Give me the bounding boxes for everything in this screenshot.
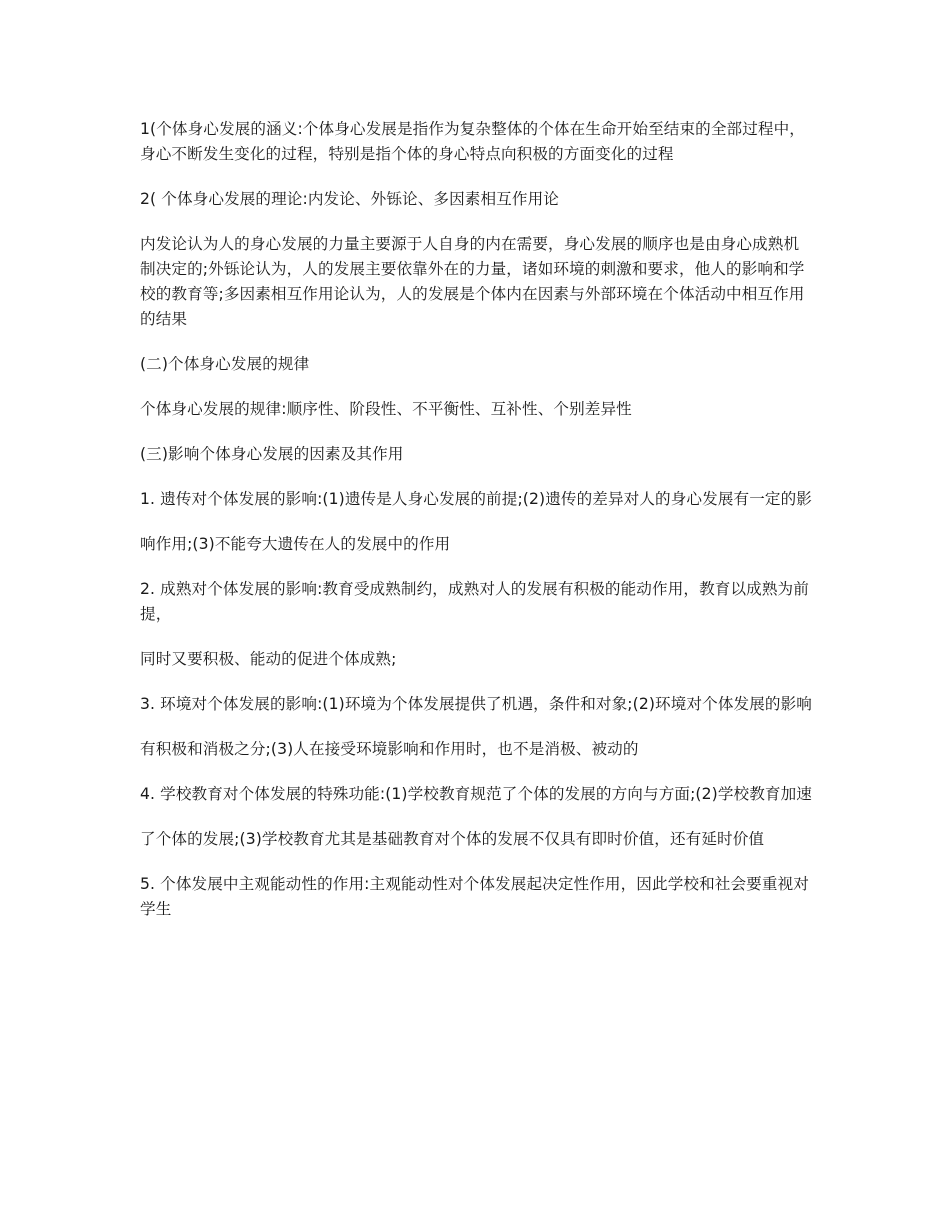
section-heading-factors: (三)影响个体身心发展的因素及其作用 [140, 445, 404, 463]
paragraph-theories: 2( 个体身心发展的理论:内发论、外铄论、多因素相互作用论 [140, 190, 559, 208]
paragraph-laws: 个体身心发展的规律:顺序性、阶段性、不平衡性、互补性、个别差异性 [140, 400, 632, 418]
paragraph-heredity-cont: 响作用;(3)不能夸大遗传在人的发展中的作用 [140, 535, 451, 553]
paragraph-maturity: 2. 成熟对个体发展的影响:教育受成熟制约，成熟对人的发展有积极的能动作用，教育以成熟为前提， [140, 580, 809, 623]
document-body [140, 117, 812, 942]
paragraph-subjective-initiative: 5. 个体发展中主观能动性的作用:主观能动性对个体发展起决定性作用，因此学校和社会要重视对学生 [140, 875, 809, 918]
paragraph-school-education-cont: 了个体的发展;(3)学校教育尤其是基础教育对个体的发展不仅具有即时价值，还有延时价值 [140, 830, 765, 848]
paragraph-environment-cont: 有积极和消极之分;(3)人在接受环境影响和作用时，也不是消极、被动的 [140, 740, 639, 758]
section-heading-laws: (二)个体身心发展的规律 [140, 355, 310, 373]
paragraph-theories-explained: 内发论认为人的身心发展的力量主要源于人自身的内在需要，身心发展的顺序也是由身心成熟机制决定的;外铄论认为，人的发展主要依靠外在的力量，诸如环境的刺激和要求，他人的影响和学校的教育等;多因素相互作用论认为，人的发展是个体内在因素与外部环境在个体活动中相互作用的结果 [140, 235, 805, 328]
paragraph-heredity: 1. 遗传对个体发展的影响:(1)遗传是人身心发展的前提;(2)遗传的差异对人的身心发展有一定的影 [140, 490, 812, 508]
paragraph-school-education: 4. 学校教育对个体发展的特殊功能:(1)学校教育规范了个体的发展的方向与方面;(2)学校教育加速 [140, 785, 812, 803]
paragraph-definition: 1(个体身心发展的涵义:个体身心发展是指作为复杂整体的个体在生命开始至结束的全部过程中，身心不断发生变化的过程，特别是指个体的身心特点向积极的方面变化的过程 [140, 120, 806, 163]
paragraph-maturity-cont: 同时又要积极、能动的促进个体成熟; [140, 650, 397, 668]
paragraph-environment: 3. 环境对个体发展的影响:(1)环境为个体发展提供了机遇，条件和对象;(2)环境对个体发展的影响 [140, 695, 812, 713]
